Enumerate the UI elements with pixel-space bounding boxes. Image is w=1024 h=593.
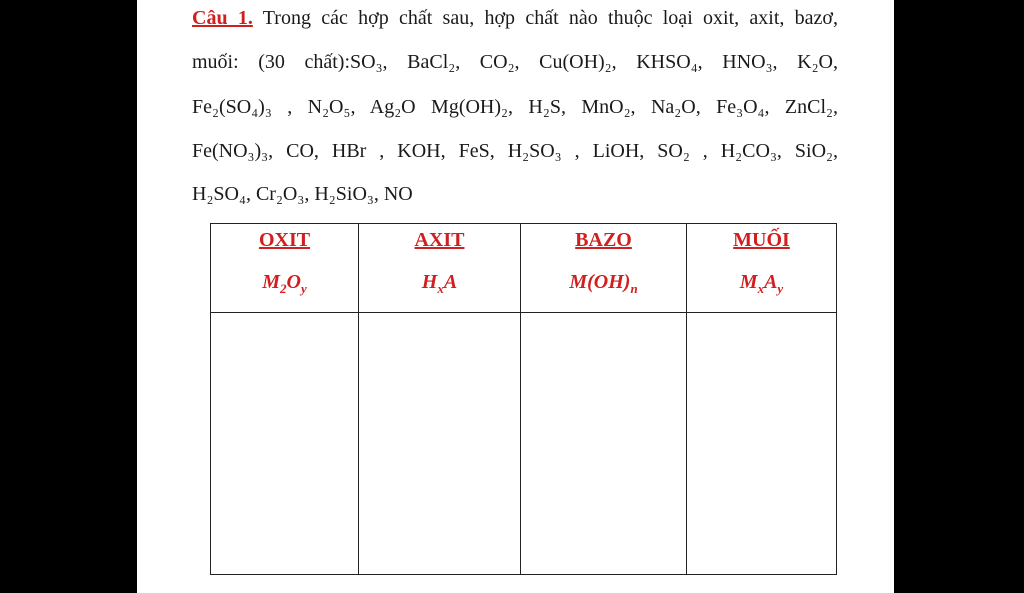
line-4-text: Fe(NO₃)₃, CO, HBr , KOH, FeS, H₂SO₃ , LiOH, SO₂ , H₂CO₃, SiO₂, [192,140,838,162]
question-line-3 [192,95,838,119]
cell-muoi[interactable] [687,313,836,574]
header-muoi-formula: $M_xA_y$ [739,271,784,296]
header-bazo [521,224,686,312]
header-oxit-formula: $M_2O_y$ [262,271,307,296]
header-axit-name: AXIT [414,229,465,251]
header-oxit [211,224,358,312]
question-line-1 [192,6,838,30]
header-oxit-name: OXIT [258,229,311,251]
question-line-4 [192,139,838,163]
header-muoi-name: MUỐI [733,229,790,251]
question-line-2 [192,50,838,74]
question-title: Câu 1. [192,7,253,29]
cell-axit[interactable] [359,313,520,574]
header-bazo-formula: $M(OH)_n$ [569,271,638,296]
header-bazo-name: BAZO [575,229,632,251]
cell-oxit[interactable] [211,313,358,574]
line-5-text: H₂SO₄, Cr₂O₃, H₂SiO₃, NO [192,183,413,205]
classification-table [210,223,837,575]
header-axit-formula: $H_xA$ [421,271,458,296]
header-axit [359,224,520,312]
cell-bazo[interactable] [521,313,686,574]
question-line-5 [192,182,838,206]
line-2-text: muối: (30 chất):SO₃, BaCl₂, CO₂, Cu(OH)₂, KHSO₄, HNO₃, K₂O, [192,51,838,73]
document-page [137,0,894,593]
line-1-text: Trong các hợp chất sau, hợp chất nào thuộc loại oxit, axit, bazơ, [262,7,838,29]
line-3-text: Fe₂(SO₄)₃ , N₂O₅, Ag₂O Mg(OH)₂, H₂S, MnO₂, Na₂O, Fe₃O₄, ZnCl₂, [192,96,838,118]
header-muoi [687,224,836,312]
